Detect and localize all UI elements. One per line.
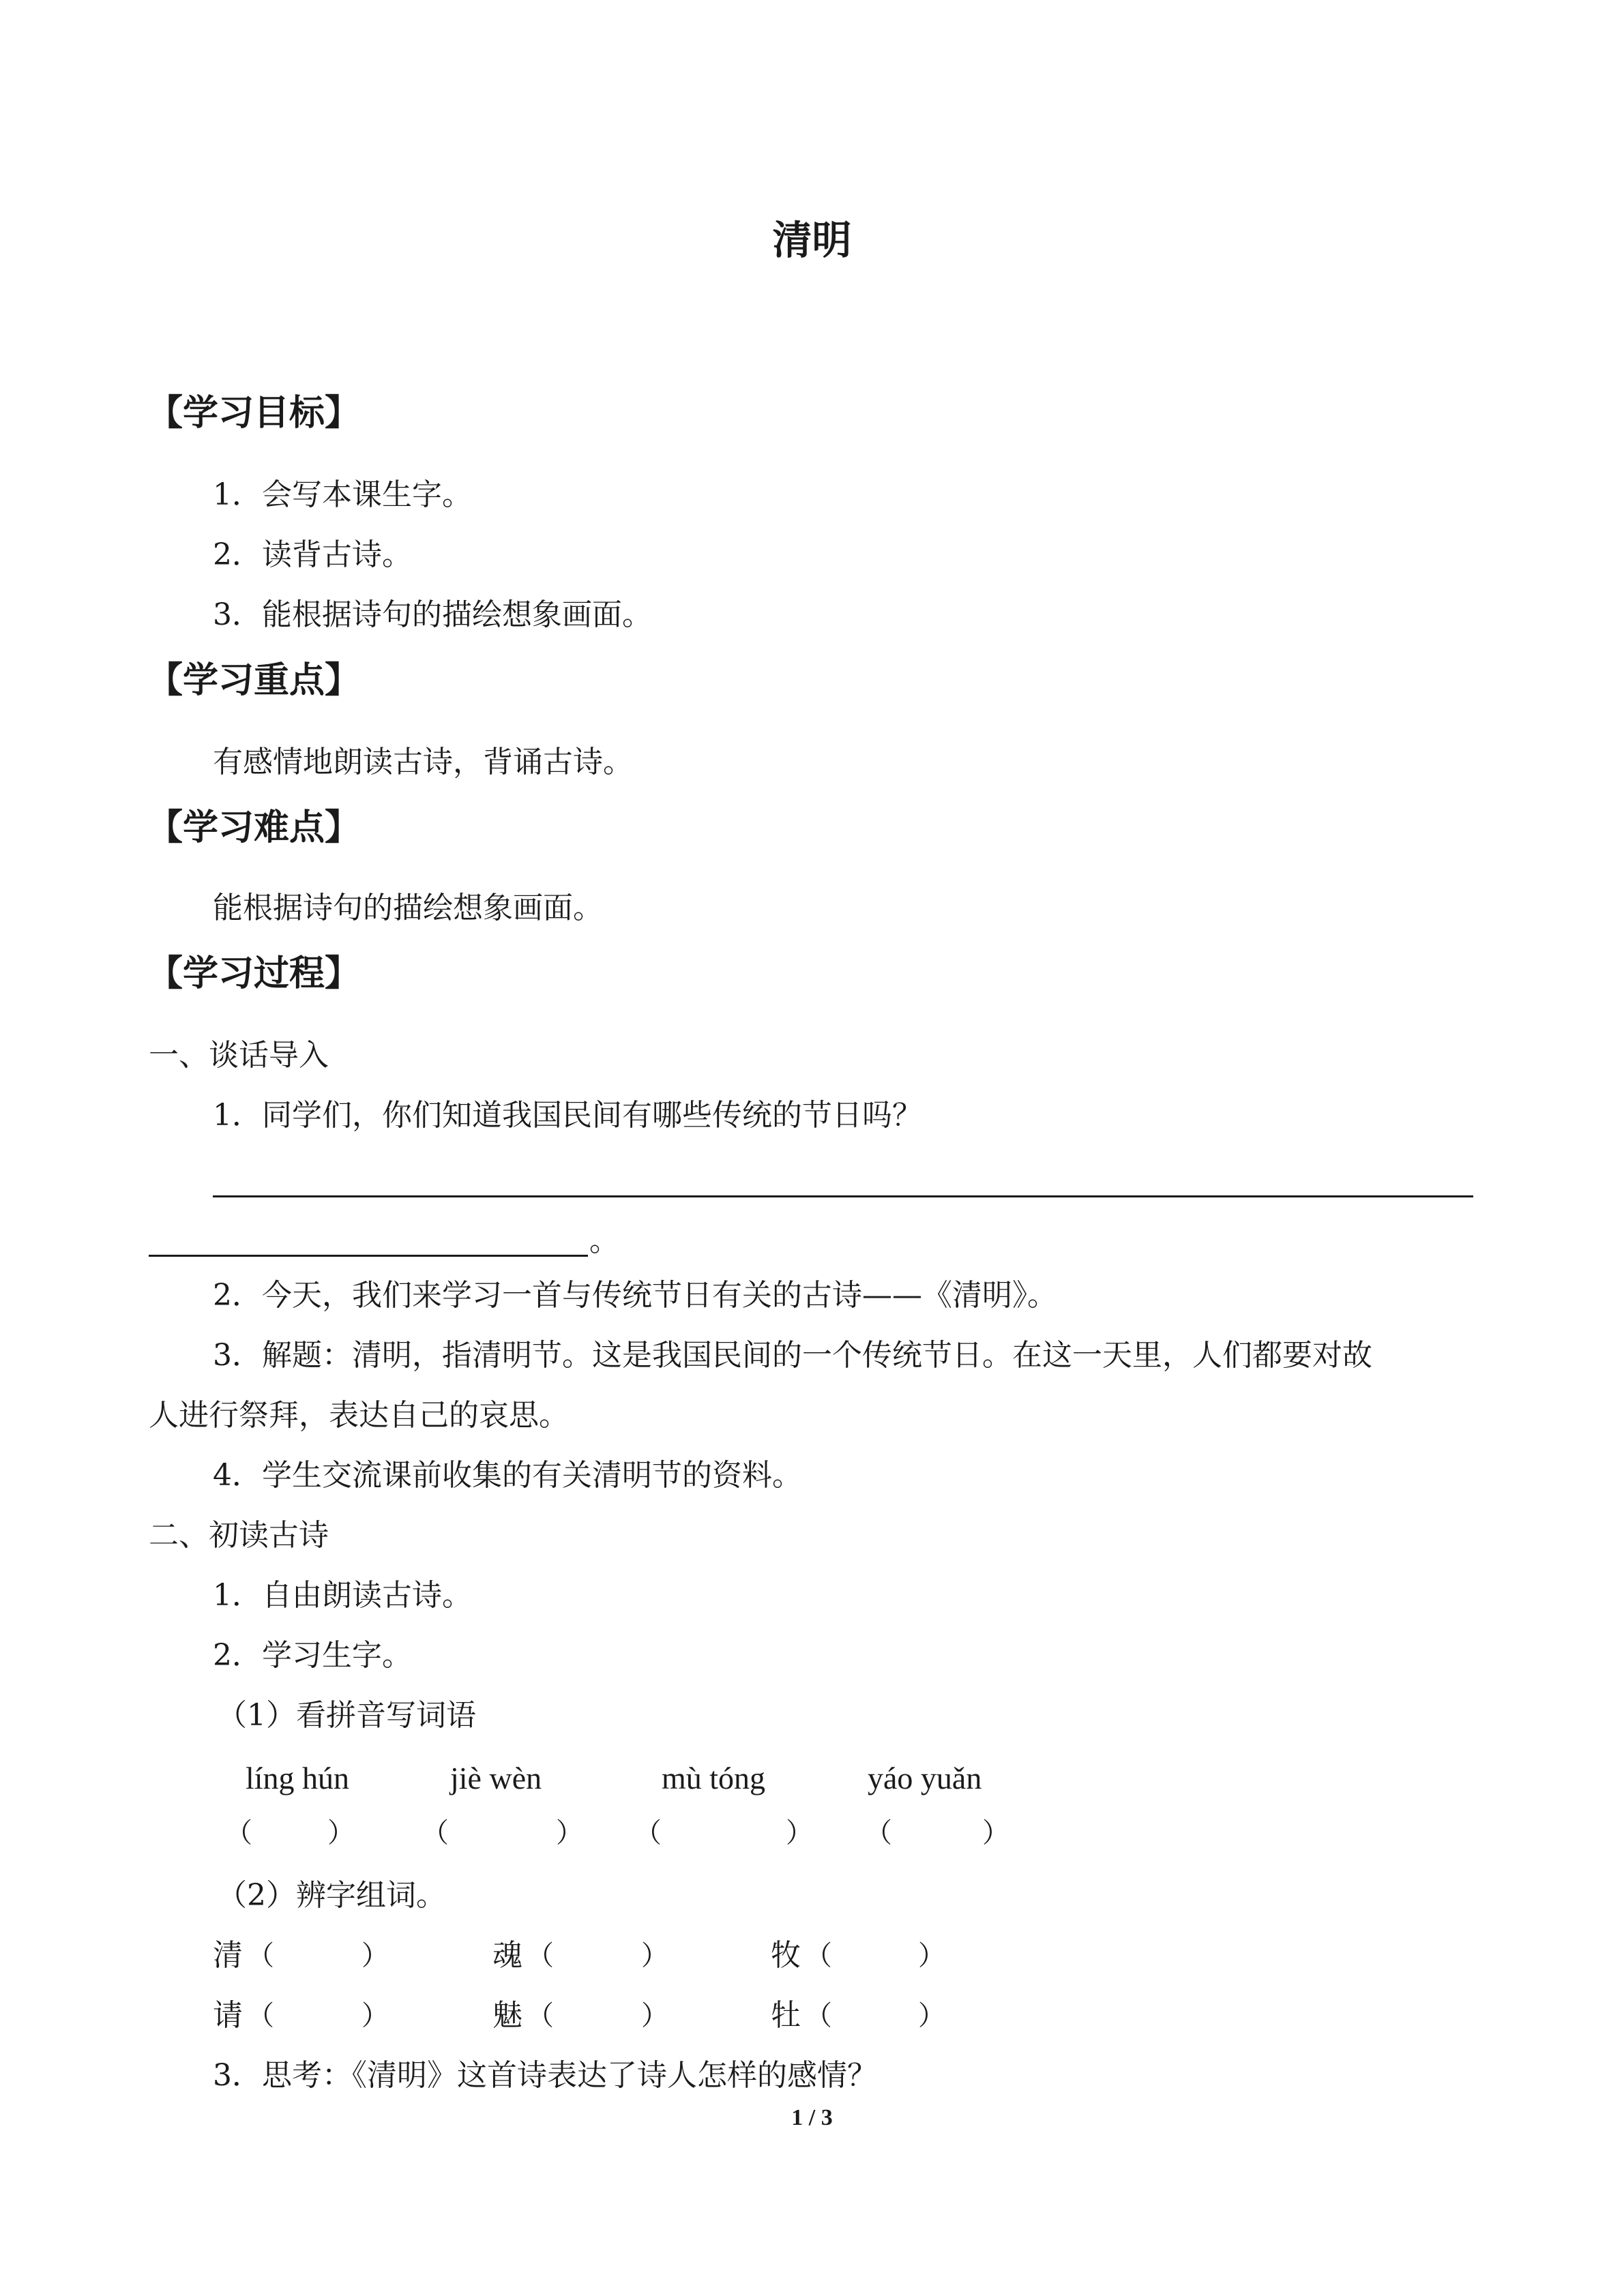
section-heading-goals: 【学习目标】 <box>147 393 361 434</box>
focus-text: 有感情地朗读古诗，背诵古诗。 <box>213 745 633 779</box>
section-heading-process: 【学习过程】 <box>147 953 361 994</box>
answer-paren-close: ） <box>641 1940 668 1971</box>
question-2: 2．今天，我们来学习一首与传统节日有关的古诗——《清明》。 <box>213 1278 1057 1313</box>
char-item: 魂 <box>492 1938 522 1973</box>
sub-task-2: （2）辨字组词。 <box>217 1878 446 1913</box>
goal-item: 2．读背古诗。 <box>213 537 412 572</box>
section-heading-difficulty: 【学习难点】 <box>147 807 361 848</box>
goal-item: 1．会写本课生字。 <box>213 477 472 512</box>
step-2: 2．学习生字。 <box>213 1638 412 1673</box>
step-3: 3．思考：《清明》这首诗表达了诗人怎样的感情？ <box>213 2058 877 2093</box>
pinyin-item: yáo yuǎn <box>868 1761 982 1795</box>
step-1: 1．自由朗读古诗。 <box>213 1578 472 1613</box>
pinyin-item: líng hún <box>246 1761 350 1795</box>
answer-paren-close: ） <box>641 2000 668 2031</box>
answer-paren-close: ） <box>786 1817 813 1849</box>
page-number: 1 / 3 <box>791 2105 833 2130</box>
answer-paren-close: ） <box>918 1940 945 1971</box>
answer-paren-open: （ <box>247 1940 274 1971</box>
answer-paren-close: ） <box>918 2000 945 2031</box>
pinyin-item: mù tóng <box>662 1761 766 1795</box>
goal-item: 3．能根据诗句的描绘想象画面。 <box>213 597 652 632</box>
char-item: 魅 <box>492 1998 522 2033</box>
answer-paren-open: （ <box>225 1817 252 1849</box>
sub-task-1: （1）看拼音写词语 <box>217 1698 476 1733</box>
answer-paren-close: ） <box>982 1817 1009 1849</box>
answer-paren-open: （ <box>247 2000 274 2031</box>
question-3-cont: 人进行祭拜，表达自己的哀思。 <box>149 1398 569 1433</box>
answer-paren-close: ） <box>361 2000 389 2031</box>
char-item: 请 <box>213 1998 243 2033</box>
answer-paren-open: （ <box>634 1817 662 1849</box>
char-item: 牡 <box>771 1998 801 2033</box>
question-1: 1．同学们，你们知道我国民间有哪些传统的节日吗？ <box>213 1098 922 1133</box>
answer-paren-open: （ <box>805 1940 832 1971</box>
part2-heading: 二、初读古诗 <box>149 1518 329 1553</box>
answer-paren-open: （ <box>865 1817 892 1849</box>
answer-paren-open: （ <box>805 2000 832 2031</box>
answer-paren-close: ） <box>327 1817 355 1849</box>
difficulty-text: 能根据诗句的描绘想象画面。 <box>213 891 603 925</box>
char-item: 牧 <box>771 1938 801 1973</box>
pinyin-item: jiè wèn <box>450 1761 542 1795</box>
answer-paren-open: （ <box>422 1817 449 1849</box>
answer-paren-open: （ <box>527 1940 554 1971</box>
answer-blank-line[interactable] <box>149 1255 588 1257</box>
answer-blank-line[interactable] <box>213 1195 1473 1197</box>
blank-end-mark: 。 <box>589 1223 619 1258</box>
question-3: 3．解题：清明，指清明节。这是我国民间的一个传统节日。在这一天里，人们都要对故 <box>213 1338 1372 1373</box>
part1-heading: 一、谈话导入 <box>149 1038 329 1073</box>
section-heading-focus: 【学习重点】 <box>147 660 361 701</box>
answer-paren-close: ） <box>361 1940 389 1971</box>
answer-paren-open: （ <box>527 2000 554 2031</box>
page-title: 清明 <box>772 217 852 263</box>
answer-paren-close: ） <box>556 1817 583 1849</box>
question-4: 4．学生交流课前收集的有关清明节的资料。 <box>213 1458 802 1493</box>
char-item: 清 <box>213 1938 243 1973</box>
